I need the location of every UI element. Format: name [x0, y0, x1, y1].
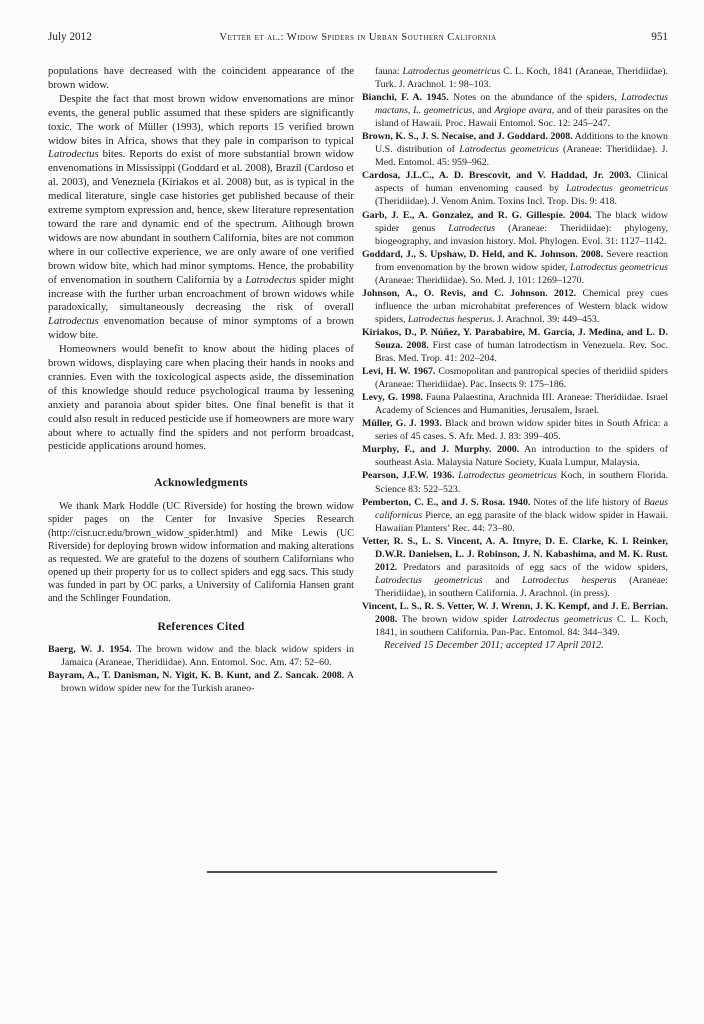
reference-entry: Vincent, L. S., R. S. Vetter, W. J. Wrenn, J. K. Kempf, and J. E. Berrian. 2008. The brown widow spider Latrodectus geometricus C. L. Koch, 1841, in southern California. Pan-Pac. Entomol. 84: 344–349. — [362, 600, 668, 639]
reference-entry: Levi, H. W. 1967. Cosmopolitan and pantropical species of theridiid spiders (Araneae: Theridiidae). Pac. Insects 9: 175–186. — [362, 366, 669, 391]
page-header — [48, 31, 668, 43]
reference-entry: fauna: Latrodectus geometricus C. L. Koch, 1841 (Araneae, Theridiidae). Turk. J. Arachnol. 1: 98–103. — [375, 66, 668, 91]
reference-entry: Cardosa, J.L.C., A. D. Brescovit, and V. Haddad, Jr. 2003. Clinical aspects of human envenoming caused by Latrodectus geometricus (Theridiidae). J. Venom Anim. Toxins Incl. Trop. Dis. 9: 418. — [362, 170, 669, 208]
reference-entry: Pemberton, C. E., and J. S. Rosa. 1940. Notes of the life history of Baeus californicus Pierce, an egg parasite of the black widow spider in Hawaii. Hawaiian Planters’ Rec. 44: 73–80. — [362, 496, 668, 534]
issue-date: July 2012 — [48, 31, 92, 43]
running-title: Vetter et al.: Widow Spiders in Urban Southern California — [219, 32, 497, 43]
reference-entry: Vetter, R. S., L. S. Vincent, A. A. Itnyre, D. E. Clarke, K. I. Reinker, D.W.R. Danielsen, L. J. Robinson, J. N. Kabashima, and M. K. Rust. 2012. Predators and parasitoids of egg sacs of the widow spiders, Latrodectus geometricus and Latrodectus hesperus (Araneae: Theridiidae), in southern California. J. Arachnol. (in press). — [362, 535, 668, 599]
reference-entry: Goddard, J., S. Upshaw, D. Held, and K. Johnson. 2008. Severe reaction from envenomation by the brown widow spider, Latrodectus geometricus (Araneae: Theridiidae). So. Med. J. 101: 1269–1270. — [362, 248, 668, 286]
references-list-right — [362, 65, 668, 639]
body-text-block — [48, 65, 354, 454]
reference-entry: Baerg, W. J. 1954. The brown widow and the black widow spiders in Jamaica (Araneae, Theridiidae). Ann. Entomol. Soc. Am. 47: 52–60. — [48, 644, 354, 669]
left-column — [48, 65, 354, 695]
body-paragraph: Despite the fact that most brown widow envenomations are minor events, the general public assumed that these spiders are significantly toxic. The work of Müller (1993), which reports 15 verified brown widow bites in Africa, shows that they pale in comparison to typical Latrodectus bites. Reports do exist of more substantial brown widow envenomations in Mississippi (Goddard et al. 2008), Brazil (Cardoso et al. 2003), and Venezuela (Kiriakos et al. 2008) but, as is typical in the medical literature, single case histories get published because of their extreme symptom expression and, hence, skew literature representation toward the rare and dynamic end of the spectrum. Although brown widows are now abundant in southern California, bites are not common where in our collective experience, we are only aware of one verified brown widow bite, which had minor symptoms. Hence, the probability of envenomation in southern California by a Latrodectus spider might increase with the further urban encroachment of brown widows while paradoxically, simultaneously decreasing the risk of overall Latrodectus envenomation because of minor symptoms of a brown widow bite. — [48, 92, 355, 342]
right-column — [362, 65, 668, 652]
body-paragraph: populations have decreased with the coincident appearance of the brown widow. — [48, 65, 354, 91]
reference-entry: Pearson, J.F.W. 1936. Latrodectus geometricus Koch, in southern Florida. Science 83: 522–523. — [362, 470, 668, 495]
reference-entry: Kiriakos, D., P. Núñez, Y. Parababire, M. Garcia, J. Medina, and L. D. Souza. 2008. First case of human latrodectism in Venezuela. Rev. Soc. Bras. Med. Trop. 41: 202–204. — [362, 326, 668, 365]
footnote-rule — [207, 871, 497, 873]
reference-entry: Brown, K. S., J. S. Necaise, and J. Goddard. 2008. Additions to the known U.S. distribution of Latrodectus geometricus (Araneae: Theridiidae). J. Med. Entomol. 45: 959–962. — [362, 131, 668, 169]
reference-entry: Bayram, A., T. Danisman, N. Yigit, K. B. Kunt, and Z. Sancak. 2008. A brown widow spider new for the Turkish araneo- — [48, 670, 354, 695]
reference-entry: Garb, J. E., A. Gonzalez, and R. G. Gillespie. 2004. The black widow spider genus Latrodectus (Araneae: Theridiidae): phylogeny, biogeography, and invasion history. Mol. Phylogen. Evol. 31: 1127–1142. — [362, 209, 668, 247]
body-paragraph: Homeowners would benefit to know about the hiding places of brown widows, displaying care when placing their hands in nooks and crannies. Even with the toxicological aspects aside, the dissemination of this knowledge should reduce psychological trauma by lessening anxiety and paranoia about spider bites. One final benefit is that it could also result in reduced pesticide use if homeowners are more wary about where to actually find the spiders and not perform broadcast, pesticide applications around homes. — [48, 343, 354, 453]
references-list-left — [48, 643, 354, 695]
reference-entry: Müller, G. J. 1993. Black and brown widow spider bites in South Africa: a series of 45 cases. S. Afr. Med. J. 83: 399–405. — [362, 418, 669, 443]
page-number: 951 — [651, 31, 668, 43]
reference-entry: Johnson, A., O. Revis, and C. Johnson. 2012. Chemical prey cues influence the urban microhabitat preferences of Western black widow spiders, Latrodectus hesperus. J. Arachnol. 39: 449–453. — [362, 287, 669, 325]
reference-entry: Murphy, F., and J. Murphy. 2000. An introduction to the spiders of southeast Asia. Malaysia Nature Society, Kuala Lumpur, Malaysia. — [362, 444, 668, 469]
acknowledgments-heading: Acknowledgments — [154, 476, 248, 490]
acknowledgments-paragraph: We thank Mark Hoddle (UC Riverside) for hosting the brown widow spider pages on the Center for Invasive Species Research (http://cisr.ucr.edu/brown_widow_spider.html) and Mike Lewis (UC Riverside) for deploying brown widow information and making alterations as requested. We are grateful to the dozens of southern Californians who opened up their property for us to collect spiders and egg sacs. This study was funded in part by OC parks, a University of California Hansen grant and the Schlinger Foundation. — [48, 501, 354, 605]
reference-entry: Bianchi, F. A. 1945. Notes on the abundance of the spiders, Latrodectus mactans, L. geometricus, and Argiope avara, and of their parasites on the island of Hawaii. Proc. Hawaii Entomol. Soc. 12: 245–247. — [362, 92, 669, 130]
received-accepted-note: Received 15 December 2011; accepted 17 April 2012. — [384, 640, 604, 652]
references-heading: References Cited — [157, 620, 245, 634]
reference-entry: Levy, G. 1998. Fauna Palaestina, Arachnida III. Araneae: Theridiidae. Israel Academy of Sciences and Humanities, Jerusalem, Israel. — [362, 392, 669, 417]
